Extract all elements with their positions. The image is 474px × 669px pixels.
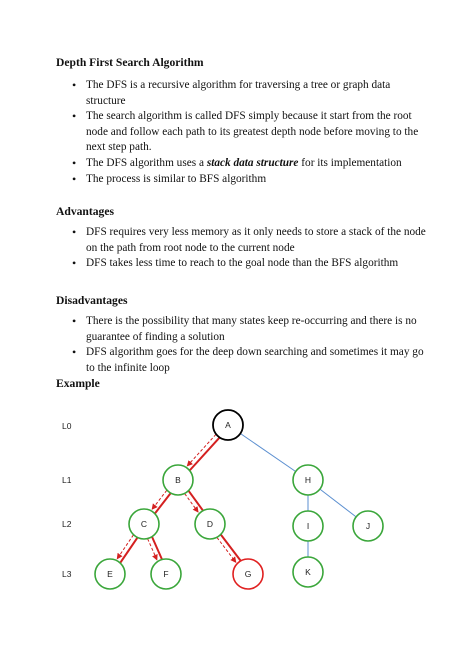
tree-edge-H-J (320, 489, 356, 517)
traversal-edge-C-F (152, 537, 162, 560)
dfs-bullet-list (56, 78, 428, 187)
bullet-item: • DFS requires very less memory as it only needs to store a stack of the node on the path from root node to the current node (56, 225, 428, 256)
level-label: L0 (62, 421, 72, 431)
traversal-edge-A-B (190, 438, 220, 471)
bullet-item: • DFS takes less time to reach to the goal node than the BFS algorithm (56, 256, 428, 272)
section-heading-example: Example (56, 377, 100, 390)
tree-node-label-B: B (175, 475, 181, 485)
advantages-bullet-list (56, 225, 428, 272)
bullet-item: • The DFS is a recursive algorithm for traversing a tree or graph data structure (56, 78, 428, 109)
tree-edge-A-H (240, 433, 295, 471)
bullet-text: The DFS algorithm uses a (86, 156, 207, 169)
level-label: L2 (62, 519, 72, 529)
tree-node-label-E: E (107, 569, 113, 579)
section-heading-advantages: Advantages (56, 205, 114, 218)
traversal-arrow-C-F (148, 539, 157, 560)
section-heading-disadvantages: Disadvantages (56, 294, 128, 307)
tree-node-label-C: C (140, 519, 148, 529)
bullet-item: • DFS algorithm goes for the deep down searching and sometimes it may go to the infinite loop (56, 345, 428, 376)
bullet-item: • The search algorithm is called DFS simply because it start from the root node and follow each path to its greatest depth node before moving to the next step path. (56, 109, 428, 156)
disadvantages-bullet-list (56, 314, 428, 376)
tree-node-label-F: F (163, 569, 169, 579)
bullet-item: • There is the possibility that many states keep re-occurring and there is no guarantee of finding a solution (56, 314, 428, 345)
bullet-emphasis: stack data structure (206, 156, 299, 169)
bullet-item: • The process is similar to BFS algorithm (56, 172, 428, 188)
tree-node-label-G: G (244, 569, 252, 579)
tree-node-label-A: A (225, 420, 231, 430)
section-heading-dfs: Depth First Search Algorithm (56, 56, 204, 69)
traversal-edge-B-D (189, 491, 203, 511)
level-label: L1 (62, 475, 72, 485)
traversal-arrow-A-B (188, 434, 216, 465)
traversal-arrow-B-D (185, 494, 198, 512)
bullet-text: for its implementation (298, 156, 402, 169)
level-label: L3 (62, 569, 72, 579)
tree-node-label-D: D (206, 519, 214, 529)
tree-node-label-J: J (365, 521, 371, 531)
bullet-item (56, 156, 428, 172)
tree-node-label-H: H (304, 475, 312, 485)
traversal-edge-D-G (221, 535, 241, 561)
tree-node-label-I: I (306, 521, 310, 531)
tree-node-label-K: K (305, 567, 311, 577)
dfs-tree-diagram (0, 400, 474, 610)
